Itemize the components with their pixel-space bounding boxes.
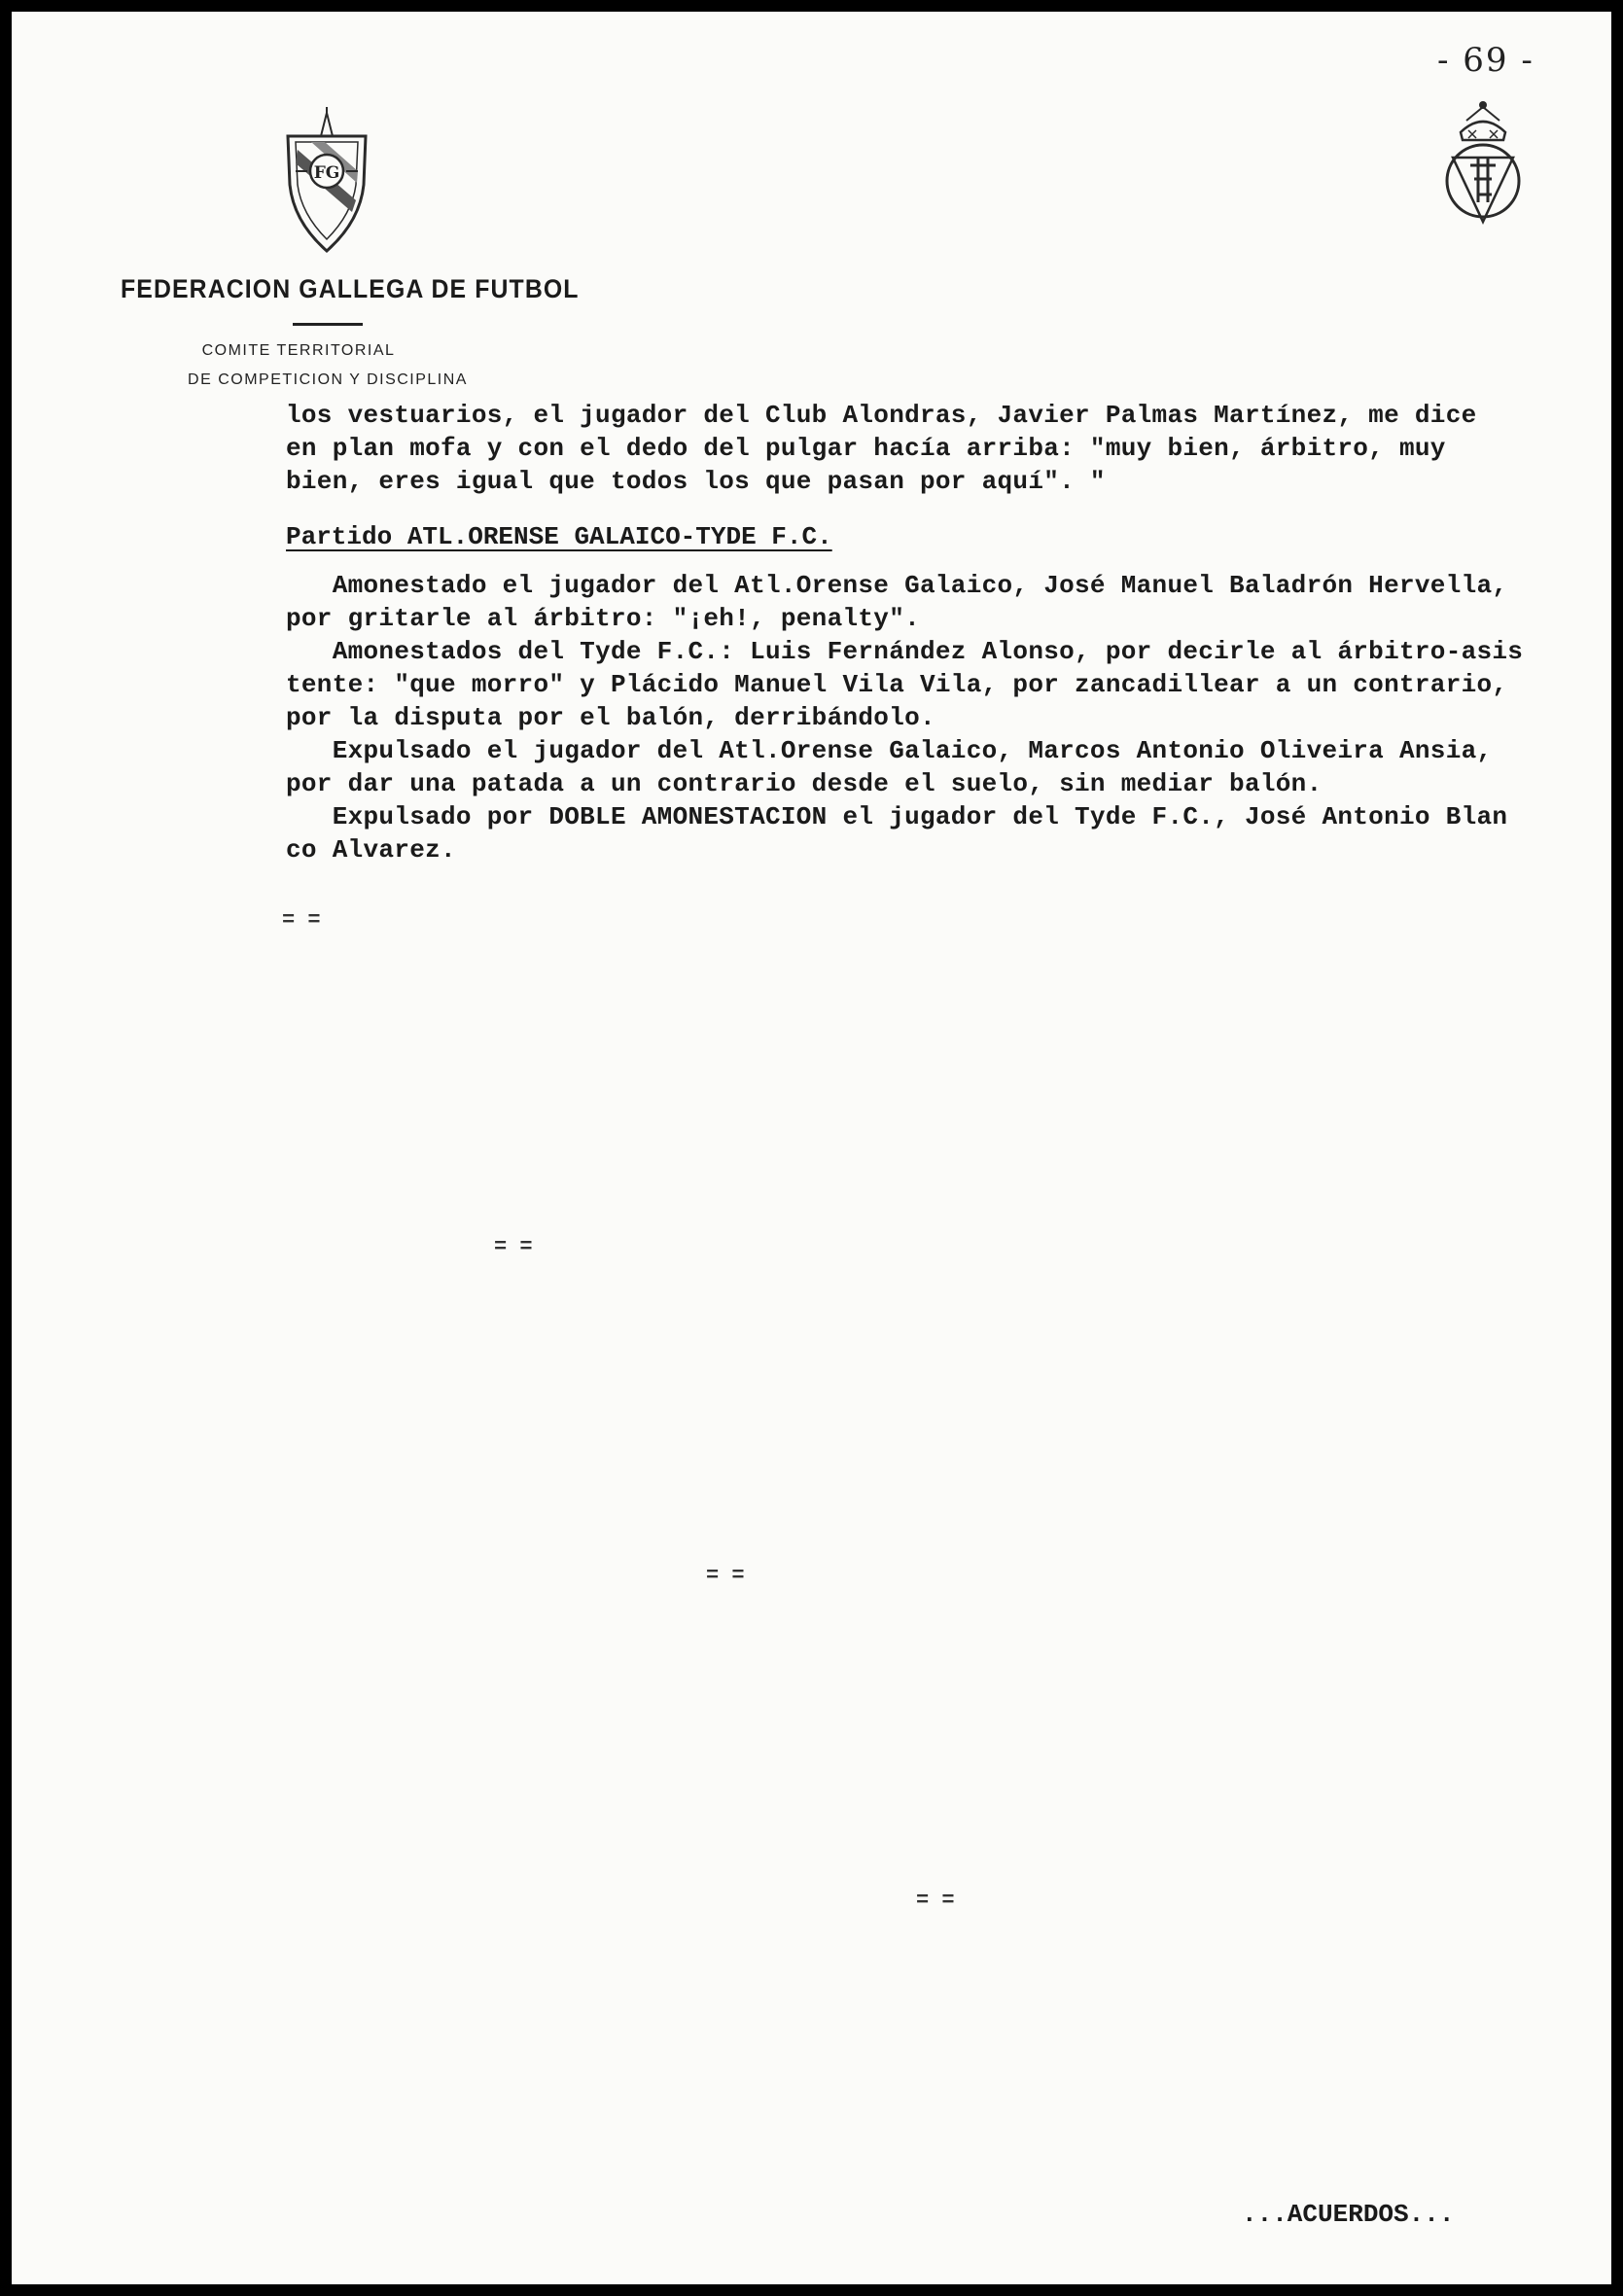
separator-mark: = = [282, 908, 321, 933]
match-title: Partido ATL.ORENSE GALAICO-TYDE F.C. [286, 522, 832, 551]
svg-text:FG: FG [313, 163, 340, 183]
body-line: Expulsado el jugador del Atl.Orense Galaico, Marcos Antonio Oliveira Ansia, [286, 736, 1493, 765]
separator-mark: = = [706, 1564, 745, 1588]
document-sheet [12, 12, 1611, 2284]
body-line: los vestuarios, el jugador del Club Alondras, Javier Palmas Martínez, me dice [286, 401, 1477, 430]
continuation-text: ...ACUERDOS... [1242, 2200, 1455, 2229]
body-line: por la disputa por el balón, derribándolo. [286, 703, 935, 732]
body-line: en plan mofa y con el dedo del pulgar hacía arriba: "muy bien, árbitro, muy [286, 434, 1446, 463]
committee-line-1: COMITE TERRITORIAL [201, 342, 396, 359]
body-line: Expulsado por DOBLE AMONESTACION el jugador del Tyde F.C., José Antonio Blan [286, 802, 1508, 831]
organization-name: FEDERACION GALLEGA DE FUTBOL [121, 274, 580, 303]
separator-mark: = = [494, 1235, 533, 1259]
body-line: bien, eres igual que todos los que pasan por aquí". " [286, 467, 1106, 496]
committee-line-2: DE COMPETICION Y DISCIPLINA [188, 371, 468, 388]
page-number: - 69 - [1437, 41, 1535, 80]
separator-mark: = = [916, 1889, 955, 1913]
federacion-gallega-shield-icon [282, 107, 371, 253]
header-divider [293, 323, 363, 326]
body-line: tente: "que morro" y Plácido Manuel Vila Vila, por zancadillear a un contrario, [286, 670, 1508, 699]
rfef-crowned-crest-icon [1439, 97, 1527, 228]
body-line: co Alvarez. [286, 835, 456, 865]
body-line: Amonestado el jugador del Atl.Orense Galaico, José Manuel Baladrón Hervella, [286, 571, 1508, 600]
body-line: Amonestados del Tyde F.C.: Luis Fernández Alonso, por decirle al árbitro-asis [286, 637, 1524, 666]
body-line: por gritarle al árbitro: "¡eh!, penalty". [286, 604, 921, 633]
body-line: por dar una patada a un contrario desde el suelo, sin mediar balón. [286, 769, 1323, 798]
